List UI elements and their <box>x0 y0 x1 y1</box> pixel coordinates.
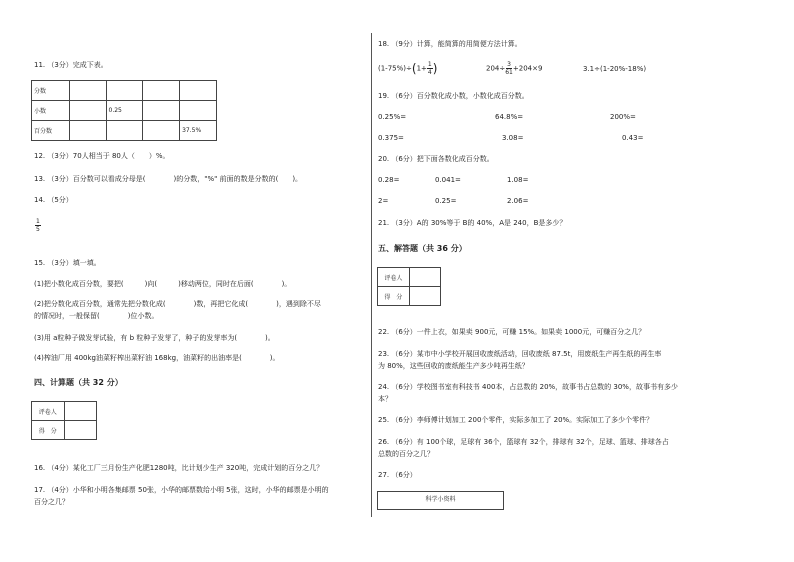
q19-text: 19. （6分）百分数化成小数，小数化成百分数。 <box>378 92 529 100</box>
table-cell: 分数 <box>32 81 70 101</box>
table-cell <box>180 81 217 101</box>
q15-line4: (3)用 a粒种子做发芽试验，有 b 粒种子发芽了，种子的发芽率为( )。 <box>34 334 275 342</box>
q19-item: 3.08= <box>502 134 524 142</box>
table-row <box>32 101 217 121</box>
q19-item: 0.25%= <box>378 113 407 121</box>
table-cell: 小数 <box>32 101 70 121</box>
table-row <box>32 81 217 101</box>
table-cell <box>69 101 106 121</box>
grader-input[interactable] <box>64 402 96 421</box>
q13-text: 13. （3分）百分数可以看成分母是( )的分数，"%" 前面的数是分数的( )。 <box>34 175 303 183</box>
table-cell <box>143 121 180 141</box>
q14-text: 14. （5分） <box>34 196 73 204</box>
q18-expr2 <box>486 61 542 76</box>
q19-item: 0.43= <box>622 134 644 142</box>
q15-text: 15. （3分）填一填。 <box>34 259 101 267</box>
score-label: 得 分 <box>378 287 410 306</box>
q15-line1: (1)把小数化成百分数，要把( )向( )移动两位，同时在后面( )。 <box>34 280 292 288</box>
table-cell <box>106 81 143 101</box>
q18-expr3: 3.1÷(1-20%-18%) <box>583 65 647 73</box>
table-cell: 37.5% <box>180 121 217 141</box>
grader-box <box>377 267 441 306</box>
table-row <box>378 268 441 287</box>
q17-line1: 17. （4分）小华和小明各集邮票 50张，小华的邮票数给小明 5张，这时，小华的邮票是小明的 <box>34 486 329 494</box>
grader-box <box>31 401 97 440</box>
q20-item: 0.041= <box>435 176 461 184</box>
expr1-whole: 1+ <box>416 64 427 73</box>
score-input[interactable] <box>64 421 96 440</box>
score-input[interactable] <box>409 287 440 306</box>
q15-line5: (4)榨油厂用 400kg油菜籽榨出菜籽油 168kg，油菜籽的出油率是( )。 <box>34 354 280 362</box>
q20-item: 2= <box>378 197 389 205</box>
table-row <box>32 421 97 440</box>
q17-line2: 百分之几？ <box>34 498 69 506</box>
q26-line1: 26. （6分）有 100个球，足球有 36个，篮球有 32个，排球有 32个，足球、篮球、排球各占 <box>378 438 669 446</box>
q15-line3: 的情况时，一般保留( )位小数。 <box>34 312 159 320</box>
q20-item: 0.28= <box>378 176 400 184</box>
column-divider <box>371 33 372 517</box>
fraction-denominator: 5 <box>36 226 40 233</box>
fraction-numerator: 1 <box>36 218 40 225</box>
expr2-part: 204÷ <box>486 64 506 73</box>
q19-item: 64.8%= <box>495 113 524 121</box>
grader-input[interactable] <box>409 268 440 287</box>
table-cell <box>143 101 180 121</box>
table-cell <box>143 81 180 101</box>
q23-line1: 23. （6分）某市中小学校开展回收废纸活动，回收废纸 87.5t，用废纸生产再生纸的再生率 <box>378 350 662 358</box>
q12-text: 12. （3分）70人相当于 80人（ ）%。 <box>34 152 170 160</box>
q19-item: 0.375= <box>378 134 404 142</box>
section-5-heading: 五、解答题（共 36 分） <box>378 244 467 253</box>
q23-line2: 为 80%，这些回收的废纸能生产多少吨再生纸？ <box>378 362 529 370</box>
q16-text: 16. （4分）某化工厂三月份生产化肥1280吨，比计划少生产 320吨，完成计划的百分之几？ <box>34 464 324 472</box>
q22-text: 22. （6分）一件上衣，如果卖 900元，可赚 15%。如果卖 1000元，可赚百分之几？ <box>378 328 646 336</box>
table-row <box>378 287 441 306</box>
grader-label: 评卷人 <box>32 402 65 421</box>
q14-fraction <box>35 218 41 233</box>
q19-item: 200%= <box>610 113 636 121</box>
q18-expr1: (1-75%)÷(1+ $\frac{1}{4}$ ) <box>378 61 438 76</box>
fraction-denominator: 4 <box>427 69 432 76</box>
q11-text: 11. （3分）完成下表。 <box>34 61 108 69</box>
q15-line2: (2)把分数化成百分数，通常先把分数化成( )数，再把它化成( )，遇到除不尽 <box>34 300 321 308</box>
expr1-part: (1-75%)÷ <box>378 64 412 73</box>
q20-item: 1.08= <box>507 176 529 184</box>
table-cell <box>69 121 106 141</box>
science-info-box: 科学小资料 <box>377 491 504 510</box>
q25-text: 25. （6分）李师傅计划加工 200个零件，实际多加工了 20%。实际加工了多少个零件？ <box>378 416 654 424</box>
fraction-numerator: 3 <box>507 61 511 68</box>
fraction-denominator: 61 <box>505 69 513 76</box>
q20-item: 2.06= <box>507 197 529 205</box>
q24-line1: 24. （6分）学校图书室有科技书 400本，占总数的 20%，故事书占总数的 30%，故事书有多少 <box>378 383 678 391</box>
q11-table <box>31 80 217 141</box>
table-row <box>32 402 97 421</box>
table-cell <box>69 81 106 101</box>
q26-line2: 总数的百分之几？ <box>378 450 434 458</box>
q20-text: 20. （6分）把下面各数化成百分数。 <box>378 155 494 163</box>
q21-text: 21. （3分）A的 30%等于 B的 40%，A是 240，B是多少？ <box>378 219 567 227</box>
grader-label: 评卷人 <box>378 268 410 287</box>
table-cell <box>106 121 143 141</box>
table-cell <box>180 101 217 121</box>
q18-text: 18. （9分）计算，能简算的用简便方法计算。 <box>378 40 522 48</box>
q27-text: 27. （6分） <box>378 471 417 479</box>
score-label: 得 分 <box>32 421 65 440</box>
q24-line2: 本？ <box>378 395 392 403</box>
table-cell: 0.25 <box>106 101 143 121</box>
expr2-part: +204×9 <box>512 64 543 73</box>
table-cell: 百分数 <box>32 121 70 141</box>
q20-item: 0.25= <box>435 197 457 205</box>
fraction-numerator: 1 <box>427 61 432 68</box>
table-row <box>32 121 217 141</box>
section-4-heading: 四、计算题（共 32 分） <box>34 378 123 387</box>
